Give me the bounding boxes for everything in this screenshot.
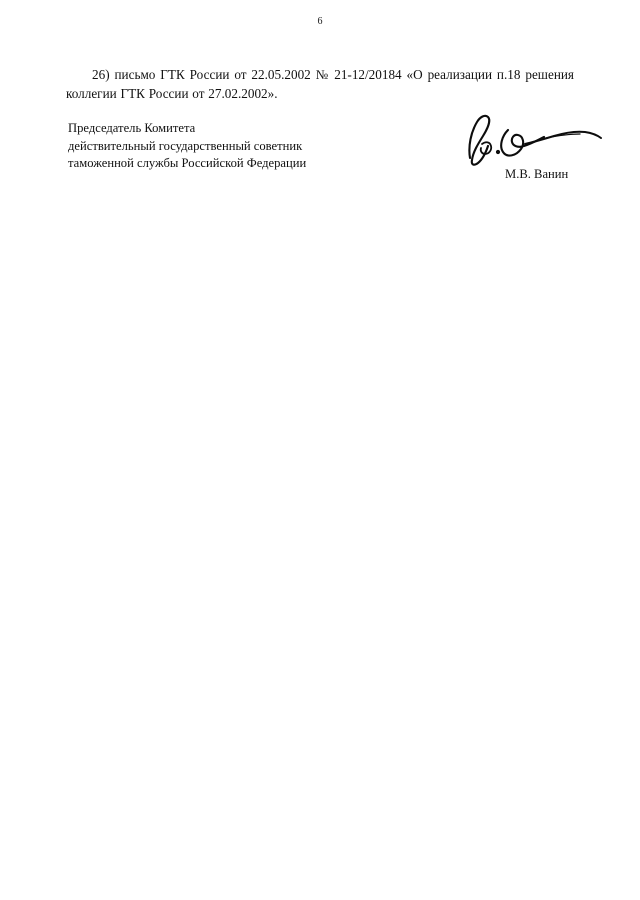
signatory-title — [68, 120, 388, 173]
signature-icon — [398, 108, 608, 170]
page-number: 6 — [317, 16, 323, 27]
signature-block — [68, 120, 588, 200]
signatory-name: М.В. Ванин — [505, 167, 569, 181]
signatory-title-line-2: действительный государственный советник — [68, 138, 303, 153]
signatory-title-line-3: таможенной службы Российской Федерации — [68, 156, 307, 170]
body-paragraph: 26) письмо ГТК России от 22.05.2002 № 21-12/20184 «О реализации п.18 решения коллегии ГТК России от 27.02.2002». — [66, 67, 574, 102]
signatory-title-line-1: Председатель Комитета — [68, 121, 196, 135]
